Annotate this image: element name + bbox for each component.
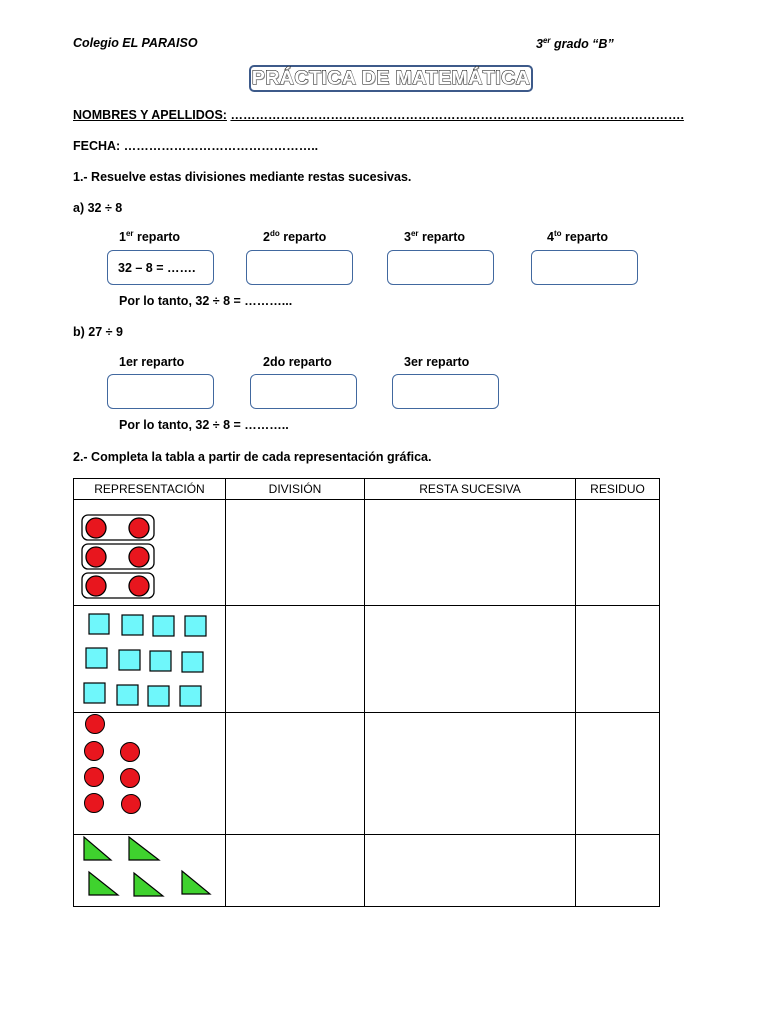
red-circle: [86, 518, 106, 538]
cyan-square: [89, 614, 109, 634]
resta-sucesiva-cell[interactable]: [365, 713, 576, 835]
green-triangle: [129, 837, 159, 860]
cyan-square: [86, 648, 107, 668]
reparto-b-2-answer-box[interactable]: [250, 374, 357, 409]
reparto-a-1-answer-box[interactable]: [107, 250, 214, 285]
red-circle: [122, 795, 141, 814]
red-circle: [86, 715, 105, 734]
division-table: [73, 478, 660, 907]
col-header-residuo: RESIDUO: [576, 479, 660, 500]
division-cell[interactable]: [226, 606, 365, 713]
representation-cell: [74, 713, 226, 835]
division-cell[interactable]: [226, 713, 365, 835]
residuo-cell[interactable]: [576, 835, 660, 907]
residuo-cell[interactable]: [576, 606, 660, 713]
grouped-red-circles-figure: [74, 500, 226, 606]
reparto-a-4: [547, 229, 608, 244]
table-row: [74, 835, 660, 907]
green-triangle: [134, 873, 163, 896]
col-header-resta-sucesiva: RESTA SUCESIVA: [365, 479, 576, 500]
page-title: [249, 65, 533, 92]
table-row: [74, 713, 660, 835]
q1a-label: a) 32 ÷ 8: [73, 201, 123, 215]
grade-rest: grado “B”: [550, 37, 614, 52]
reparto-a-3-text: reparto: [418, 230, 466, 244]
table-header-row: [74, 479, 660, 500]
red-circle: [85, 794, 104, 813]
cyan-square: [117, 685, 138, 705]
cyan-square: [180, 686, 201, 706]
reparto-a-4-answer-box[interactable]: [531, 250, 638, 285]
cyan-square: [153, 616, 174, 636]
names-label: NOMBRES Y APELLIDOS:: [73, 108, 227, 122]
red-circles-figure: [74, 713, 226, 835]
reparto-b-2: 2do reparto: [263, 355, 332, 369]
date-label: FECHA:: [73, 139, 121, 153]
q1b-label: b) 27 ÷ 9: [73, 325, 123, 339]
table-row: [74, 606, 660, 713]
cyan-square: [148, 686, 169, 706]
q1a-conclusion: Por lo tanto, 32 ÷ 8 = ………...: [119, 294, 293, 308]
names-dots: ……………………………………………………………………………………………….: [230, 108, 684, 122]
reparto-a-2-sup: do: [269, 229, 280, 238]
q1b-conclusion: Por lo tanto, 32 ÷ 8 = ………..: [119, 418, 289, 432]
division-cell[interactable]: [226, 500, 365, 606]
reparto-a-1-sup: er: [125, 229, 134, 238]
date-dots: ………………………………………..: [123, 139, 319, 153]
red-circle: [121, 769, 140, 788]
q2-prompt: 2.- Completa la tabla a partir de cada representación gráfica.: [73, 450, 432, 464]
page-title-text: PRÁCTICA DE MATEMÁTICA: [251, 67, 531, 89]
representation-cell: [74, 500, 226, 606]
reparto-a-2-answer-box[interactable]: [246, 250, 353, 285]
reparto-a-3-answer-box[interactable]: [387, 250, 494, 285]
reparto-a-3: [404, 229, 465, 244]
reparto-a-2-num: 2: [263, 230, 270, 244]
resta-sucesiva-cell[interactable]: [365, 500, 576, 606]
col-header-representacion: REPRESENTACIÓN: [74, 479, 226, 500]
red-circle: [85, 742, 104, 761]
cyan-square: [150, 651, 171, 671]
grade-label: [536, 36, 614, 51]
resta-sucesiva-cell[interactable]: [365, 606, 576, 713]
representation-cell: [74, 606, 226, 713]
residuo-cell[interactable]: [576, 500, 660, 606]
reparto-b-3-answer-box[interactable]: [392, 374, 499, 409]
reparto-a-3-sup: er: [410, 229, 419, 238]
grade-superscript: er: [542, 36, 551, 45]
resta-sucesiva-cell[interactable]: [365, 835, 576, 907]
col-header-division: DIVISIÓN: [226, 479, 365, 500]
school-name: Colegio EL PARAISO: [73, 36, 198, 50]
reparto-a-2-text: reparto: [279, 230, 327, 244]
residuo-cell[interactable]: [576, 713, 660, 835]
red-circle: [121, 743, 140, 762]
grade-number: 3: [536, 37, 543, 52]
cyan-square: [182, 652, 203, 672]
reparto-a-1-num: 1: [119, 230, 126, 244]
q1-prompt: 1.- Resuelve estas divisiones mediante restas sucesivas.: [73, 170, 412, 184]
cyan-squares-figure: [74, 606, 226, 713]
red-circle: [86, 576, 106, 596]
names-field: [73, 108, 684, 122]
red-circle: [129, 547, 149, 567]
reparto-b-1-answer-box[interactable]: [107, 374, 214, 409]
reparto-a-1-answer-text: 32 – 8 = …….: [118, 260, 196, 275]
red-circle: [85, 768, 104, 787]
representation-cell: [74, 835, 226, 907]
reparto-a-4-text: reparto: [561, 230, 609, 244]
cyan-square: [119, 650, 140, 670]
red-circle: [86, 547, 106, 567]
reparto-a-4-num: 4: [547, 230, 554, 244]
reparto-a-1: [119, 229, 180, 244]
cyan-square: [84, 683, 105, 703]
green-triangle: [182, 871, 210, 894]
green-triangle: [89, 872, 118, 895]
table-row: [74, 500, 660, 606]
reparto-a-4-sup: to: [553, 229, 562, 238]
reparto-b-1: 1er reparto: [119, 355, 185, 369]
cyan-square: [122, 615, 143, 635]
red-circle: [129, 518, 149, 538]
cyan-square: [185, 616, 206, 636]
red-circle: [129, 576, 149, 596]
reparto-a-2: [263, 229, 326, 244]
date-field: [73, 139, 318, 153]
green-triangles-figure: [74, 835, 226, 907]
reparto-a-1-text: reparto: [133, 230, 181, 244]
reparto-b-3: 3er reparto: [404, 355, 470, 369]
reparto-a-3-num: 3: [404, 230, 411, 244]
green-triangle: [84, 837, 111, 860]
division-cell[interactable]: [226, 835, 365, 907]
